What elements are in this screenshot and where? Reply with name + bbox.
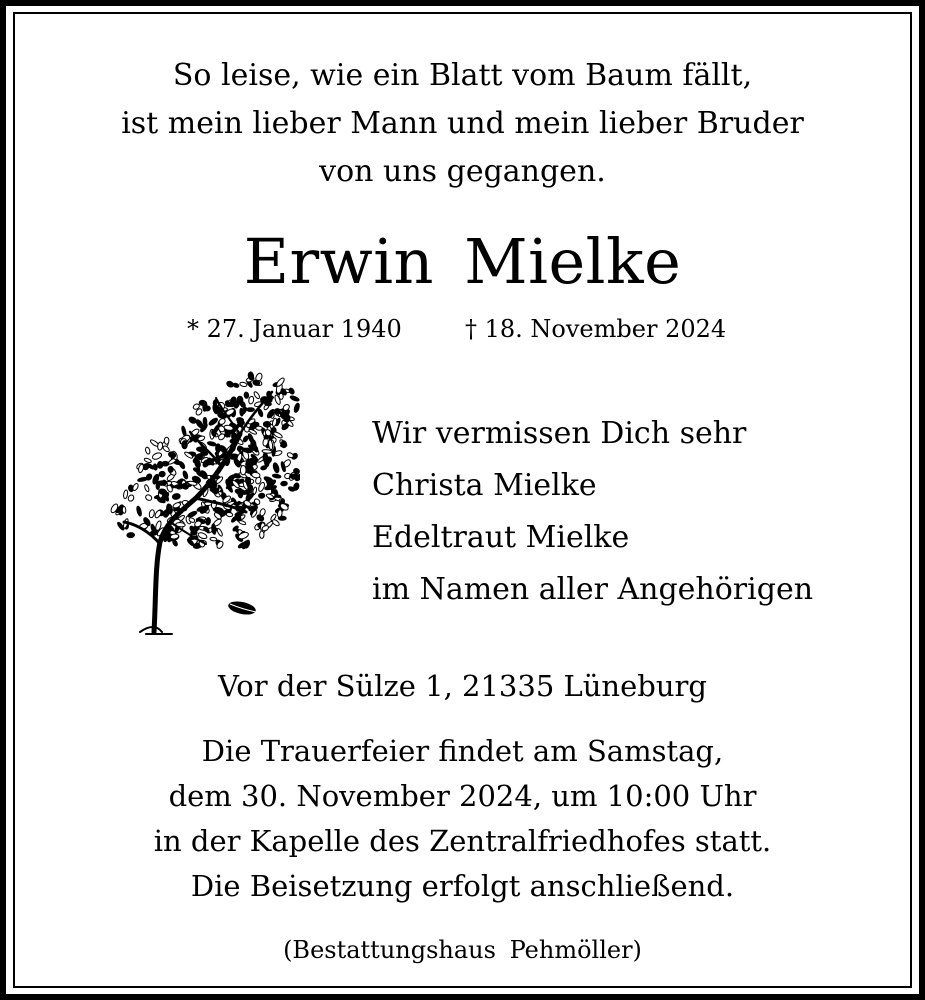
service-line-1: Die Trauerfeier findet am Samstag,: [201, 734, 724, 768]
mourners-line-3: Edeltraut Mielke: [372, 520, 630, 555]
mourners-line-4: im Namen aller Angehörigen: [372, 572, 814, 607]
tree-leaf: [149, 509, 156, 518]
tree-leaf: [263, 453, 269, 464]
tree-leaf: [145, 447, 151, 455]
tree-leaf: [197, 532, 207, 540]
tree-leaf: [203, 401, 208, 411]
tree-leaf: [247, 408, 255, 412]
tree-leaf: [203, 527, 210, 534]
service-line-2: dem 30. November 2024, um 10:00 Uhr: [168, 779, 757, 813]
tree-leaf: [158, 471, 165, 478]
service-line-3: in der Kapelle des Zentralfriedhofes statt.: [153, 824, 772, 858]
tree-leaf: [244, 392, 249, 399]
tree-leaf: [182, 470, 188, 479]
tree-leaf: [172, 539, 178, 546]
tree-leaf: [154, 509, 162, 518]
tree-leaf: [144, 484, 150, 492]
tree-leaf: [151, 452, 162, 461]
service-info: [0, 729, 925, 864]
tree-leaf: [205, 517, 210, 525]
tree-leaf: [272, 462, 280, 473]
verse-line-2: ist mein lieber Mann und mein lieber Bruder: [121, 106, 804, 141]
tree-leaf: [259, 508, 266, 517]
tree-leaf: [248, 396, 254, 404]
address: Vor der Sülze 1, 21335 Lüneburg: [218, 669, 707, 703]
tree-leaf: [137, 477, 148, 482]
tree-leaf: [247, 433, 254, 444]
tree-leaf: [207, 441, 217, 447]
tree-leaf: [240, 465, 246, 474]
tree-leaf: [187, 510, 198, 518]
tree-leaf: [162, 445, 170, 453]
mourners: [372, 408, 813, 616]
tree-leaf: [174, 484, 184, 488]
tree-leaf: [293, 482, 300, 491]
tree-leaves: [110, 371, 300, 549]
tree-leaf: [127, 494, 135, 502]
tree-leaf: [122, 506, 126, 513]
tree-leaf: [136, 506, 142, 517]
tree-leaf: [293, 403, 300, 413]
tree-leaf: [263, 421, 270, 427]
tree-leaf: [290, 395, 300, 402]
tree-leaf: [280, 444, 287, 448]
tree-leaf: [168, 466, 173, 472]
tree-leaf: [272, 474, 281, 479]
tree-leaf: [286, 452, 294, 459]
tree-leaf: [239, 400, 246, 408]
tree-leaf: [246, 477, 251, 486]
tree-leaf: [239, 382, 247, 388]
verse-line-1: So leise, wie ein Blatt vom Baum fällt,: [172, 58, 753, 93]
falling-leaf-icon: [227, 599, 257, 617]
tree-leaf: [181, 426, 187, 437]
burial-note: Die Beisetzung erfolgt anschließend.: [190, 869, 735, 903]
verse-line-3: von uns gegangen.: [319, 154, 606, 189]
tree-leaf: [178, 461, 186, 470]
deceased-name: Erwin Mielke: [243, 225, 682, 298]
tree-leaf: [127, 532, 135, 538]
tree-leaf: [123, 490, 128, 499]
tree-leaf: [233, 382, 240, 388]
tree-leaf: [210, 537, 217, 541]
tree-leaf: [262, 449, 272, 453]
tree-leaf: [144, 457, 152, 463]
tree-leaf: [203, 417, 207, 425]
tree-leaf: [164, 437, 169, 444]
tree-leaf: [281, 481, 288, 486]
tree-leaf: [274, 408, 280, 414]
tree-leaf: [288, 387, 295, 395]
tree-leaf: [260, 531, 264, 538]
tree-leaf: [238, 520, 246, 526]
mourners-line-2: Christa Mielke: [372, 468, 597, 503]
tree-leaf: [156, 483, 159, 489]
tree-leaf: [216, 528, 223, 537]
undertaker: (Bestattungshaus Pehmöller): [283, 936, 642, 964]
tree-leaf: [132, 483, 139, 492]
tree-leaf: [145, 494, 153, 502]
birth-date: * 27. Januar 1940: [187, 315, 402, 343]
verse: [0, 52, 925, 196]
death-date: † 18. November 2024: [465, 315, 727, 343]
tree-illustration-icon: [100, 362, 300, 640]
tree-leaf: [240, 408, 244, 416]
tree-leaf: [196, 466, 200, 474]
mourners-line-1: Wir vermissen Dich sehr: [372, 416, 747, 451]
life-dates: [0, 312, 925, 346]
tree-leaf: [225, 402, 232, 407]
tree-leaf: [182, 441, 188, 449]
tree-leaf: [190, 530, 197, 535]
tree-leaf: [162, 461, 169, 466]
tree-leaf: [157, 442, 163, 451]
tree-leaf: [258, 493, 265, 499]
tree-leaf: [172, 493, 181, 500]
